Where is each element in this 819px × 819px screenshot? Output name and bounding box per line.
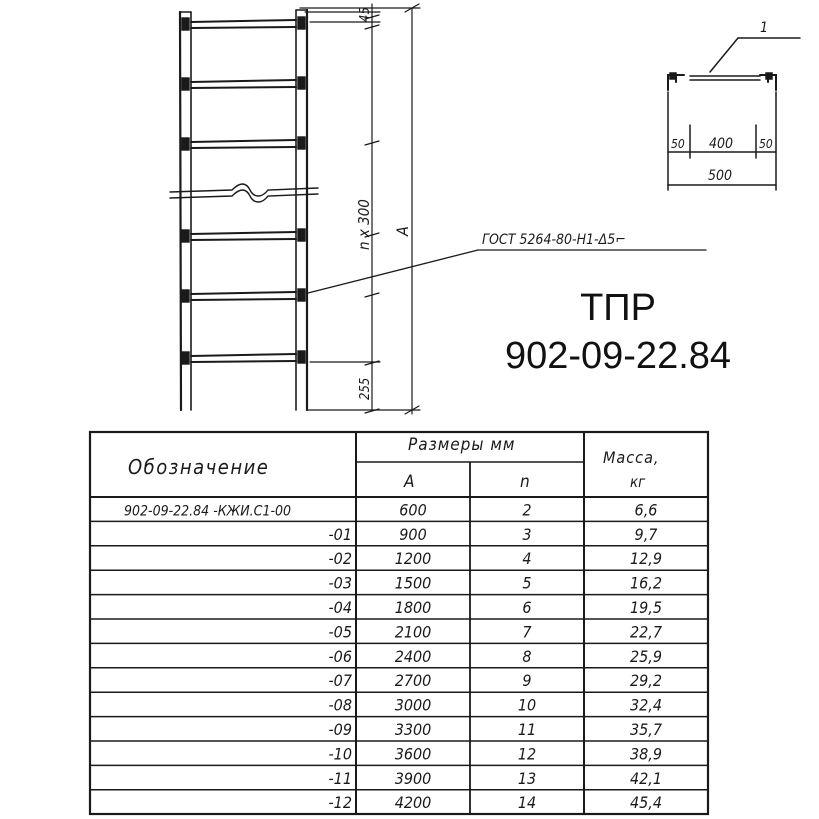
cell-a: 2100 <box>394 622 432 642</box>
cell-designation: -01 <box>328 524 352 544</box>
cell-a: 3300 <box>394 720 432 739</box>
col-header-mass: Масса, <box>603 448 660 467</box>
cell-a: 1200 <box>394 549 432 569</box>
cell-mass: 19,5 <box>629 598 663 617</box>
cell-a: 4200 <box>394 793 432 813</box>
col-header-n: n <box>520 472 530 492</box>
cell-mass: 22,7 <box>629 622 663 642</box>
cell-a: 3900 <box>394 768 432 788</box>
section-dim-left: 50 <box>671 137 685 151</box>
cell-designation: -02 <box>328 549 352 569</box>
dim-overall-label: A <box>393 226 412 236</box>
cell-mass: 25,9 <box>629 646 663 666</box>
col-header-sizes: Размеры мм <box>408 435 516 455</box>
col-header-a: А <box>404 472 415 492</box>
series-title <box>488 284 748 380</box>
cell-n: 8 <box>522 646 532 666</box>
cell-a: 600 <box>399 500 427 520</box>
section-dim-total: 500 <box>708 168 733 184</box>
section-dim-right: 50 <box>759 137 773 151</box>
cell-mass: 42,1 <box>629 768 663 788</box>
cell-a: 1800 <box>394 598 432 617</box>
cell-a: 3600 <box>394 744 432 764</box>
section-sketch <box>668 38 800 190</box>
cell-designation: -03 <box>328 573 352 593</box>
col-header-mass-unit: кг <box>630 473 646 491</box>
cell-mass: 45,4 <box>629 793 663 813</box>
cell-n: 3 <box>522 524 532 544</box>
cell-mass: 32,4 <box>629 695 663 715</box>
cell-n: 11 <box>517 720 537 739</box>
section-dim-middle: 400 <box>709 136 734 152</box>
cell-n: 14 <box>517 793 537 813</box>
cell-designation: -05 <box>328 622 352 642</box>
dim-pitch: n x 300 <box>355 199 373 250</box>
cell-mass: 29,2 <box>629 671 663 691</box>
cell-n: 2 <box>522 500 532 520</box>
cell-n: 4 <box>522 549 532 569</box>
cell-n: 10 <box>517 695 537 715</box>
col-header-designation: Обозначение <box>128 455 270 479</box>
weld-note: ГОСТ 5264-80-Н1-Δ5⌐ <box>482 232 626 248</box>
cell-a: 3000 <box>394 695 432 715</box>
cell-mass: 16,2 <box>629 573 663 593</box>
cell-designation: -11 <box>328 768 352 788</box>
cell-designation: -08 <box>328 695 352 715</box>
dim-top-gap: 45 <box>358 7 373 22</box>
cell-designation: -04 <box>328 598 352 617</box>
cell-n: 5 <box>522 573 532 593</box>
cell-designation: -07 <box>328 671 352 691</box>
cell-a: 900 <box>399 524 427 544</box>
cell-n: 9 <box>522 671 532 691</box>
ladder-rail-right <box>296 10 307 410</box>
cell-designation: -06 <box>328 646 352 666</box>
cell-mass: 9,7 <box>634 524 658 544</box>
cell-designation: -12 <box>328 793 352 813</box>
series-title-line2: 902-09-22.84 <box>504 335 732 377</box>
cell-designation: -10 <box>328 744 352 764</box>
cell-mass: 12,9 <box>629 549 663 569</box>
cell-n: 7 <box>522 622 532 642</box>
section-callout: 1 <box>760 20 769 36</box>
dim-bottom-gap: 255 <box>358 377 373 400</box>
cell-mass: 38,9 <box>629 744 663 764</box>
cell-n: 12 <box>517 744 537 764</box>
cell-a: 2400 <box>394 646 432 666</box>
cell-a: 2700 <box>394 671 432 691</box>
cell-designation: 902-09-22.84 -КЖИ.С1-00 <box>124 503 292 520</box>
cell-n: 13 <box>517 768 537 788</box>
cell-designation: -09 <box>328 720 352 739</box>
series-title-line1: ТПР <box>580 287 656 329</box>
cell-a: 1500 <box>394 573 432 593</box>
cell-n: 6 <box>522 598 532 617</box>
ladder-rail-left <box>180 12 191 410</box>
cell-mass: 6,6 <box>634 500 658 520</box>
spec-table <box>90 432 708 814</box>
cell-mass: 35,7 <box>629 720 663 739</box>
